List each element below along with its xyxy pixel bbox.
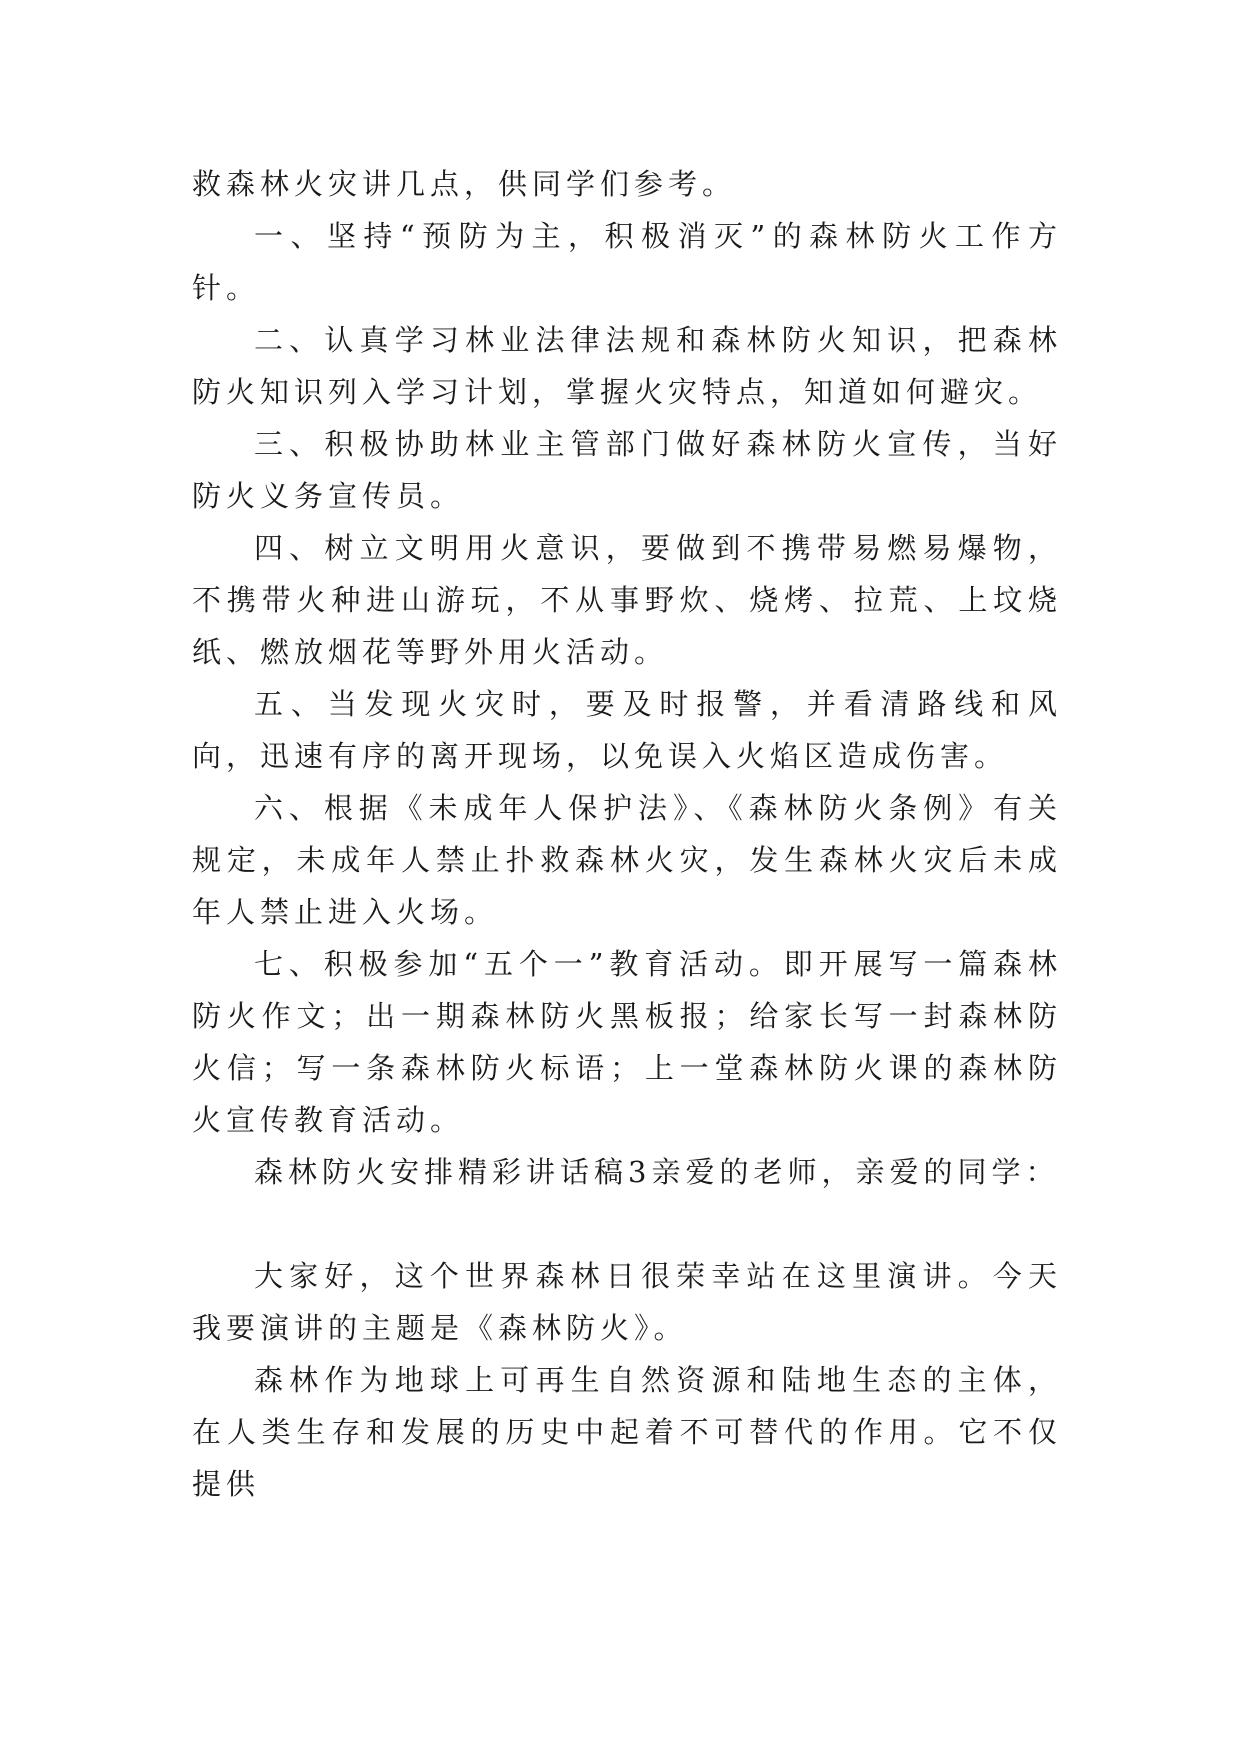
paragraph-point-6: 六、根据《未成年人保护法》、《森林防火条例》有关规定，未成年人禁止扑救森林火灾，发生森林火灾后未成年人禁止进入火场。 xyxy=(192,791,1062,929)
document-body xyxy=(192,158,1062,1510)
paragraph-point-4: 四、树立文明用火意识，要做到不携带易燃易爆物，不携带火种进山游玩，不从事野炊、烧烤、拉荒、上坟烧纸、燃放烟花等野外用火活动。 xyxy=(192,531,1062,669)
paragraph-point-1: 一、坚持“预防为主，积极消灭”的森林防火工作方针。 xyxy=(192,219,1062,305)
paragraph-continuation: 救森林火灾讲几点，供同学们参考。 xyxy=(192,167,737,201)
paragraph-forest-role: 森林作为地球上可再生自然资源和陆地生态的主体，在人类生存和发展的历史中起着不可替代的作用。它不仅提供 xyxy=(192,1363,1062,1501)
paragraph-point-5: 五、当发现火灾时，要及时报警，并看清路线和风向，迅速有序的离开现场，以免误入火焰区造成伤害。 xyxy=(192,687,1062,773)
paragraph-opening: 大家好，这个世界森林日很荣幸站在这里演讲。今天我要演讲的主题是《森林防火》。 xyxy=(192,1259,1062,1345)
paragraph-point-2: 二、认真学习林业法律法规和森林防火知识，把森林防火知识列入学习计划，掌握火灾特点，知道如何避灾。 xyxy=(192,323,1062,409)
speech-heading-greeting: 森林防火安排精彩讲话稿3亲爱的老师，亲爱的同学： xyxy=(254,1155,1060,1189)
paragraph-point-7: 七、积极参加“五个一”教育活动。即开展写一篇森林防火作文；出一期森林防火黑板报；给家长写一封森林防火信；写一条森林防火标语；上一堂森林防火课的森林防火宣传教育活动。 xyxy=(192,947,1062,1137)
paragraph-point-3: 三、积极协助林业主管部门做好森林防火宣传，当好防火义务宣传员。 xyxy=(192,427,1062,513)
